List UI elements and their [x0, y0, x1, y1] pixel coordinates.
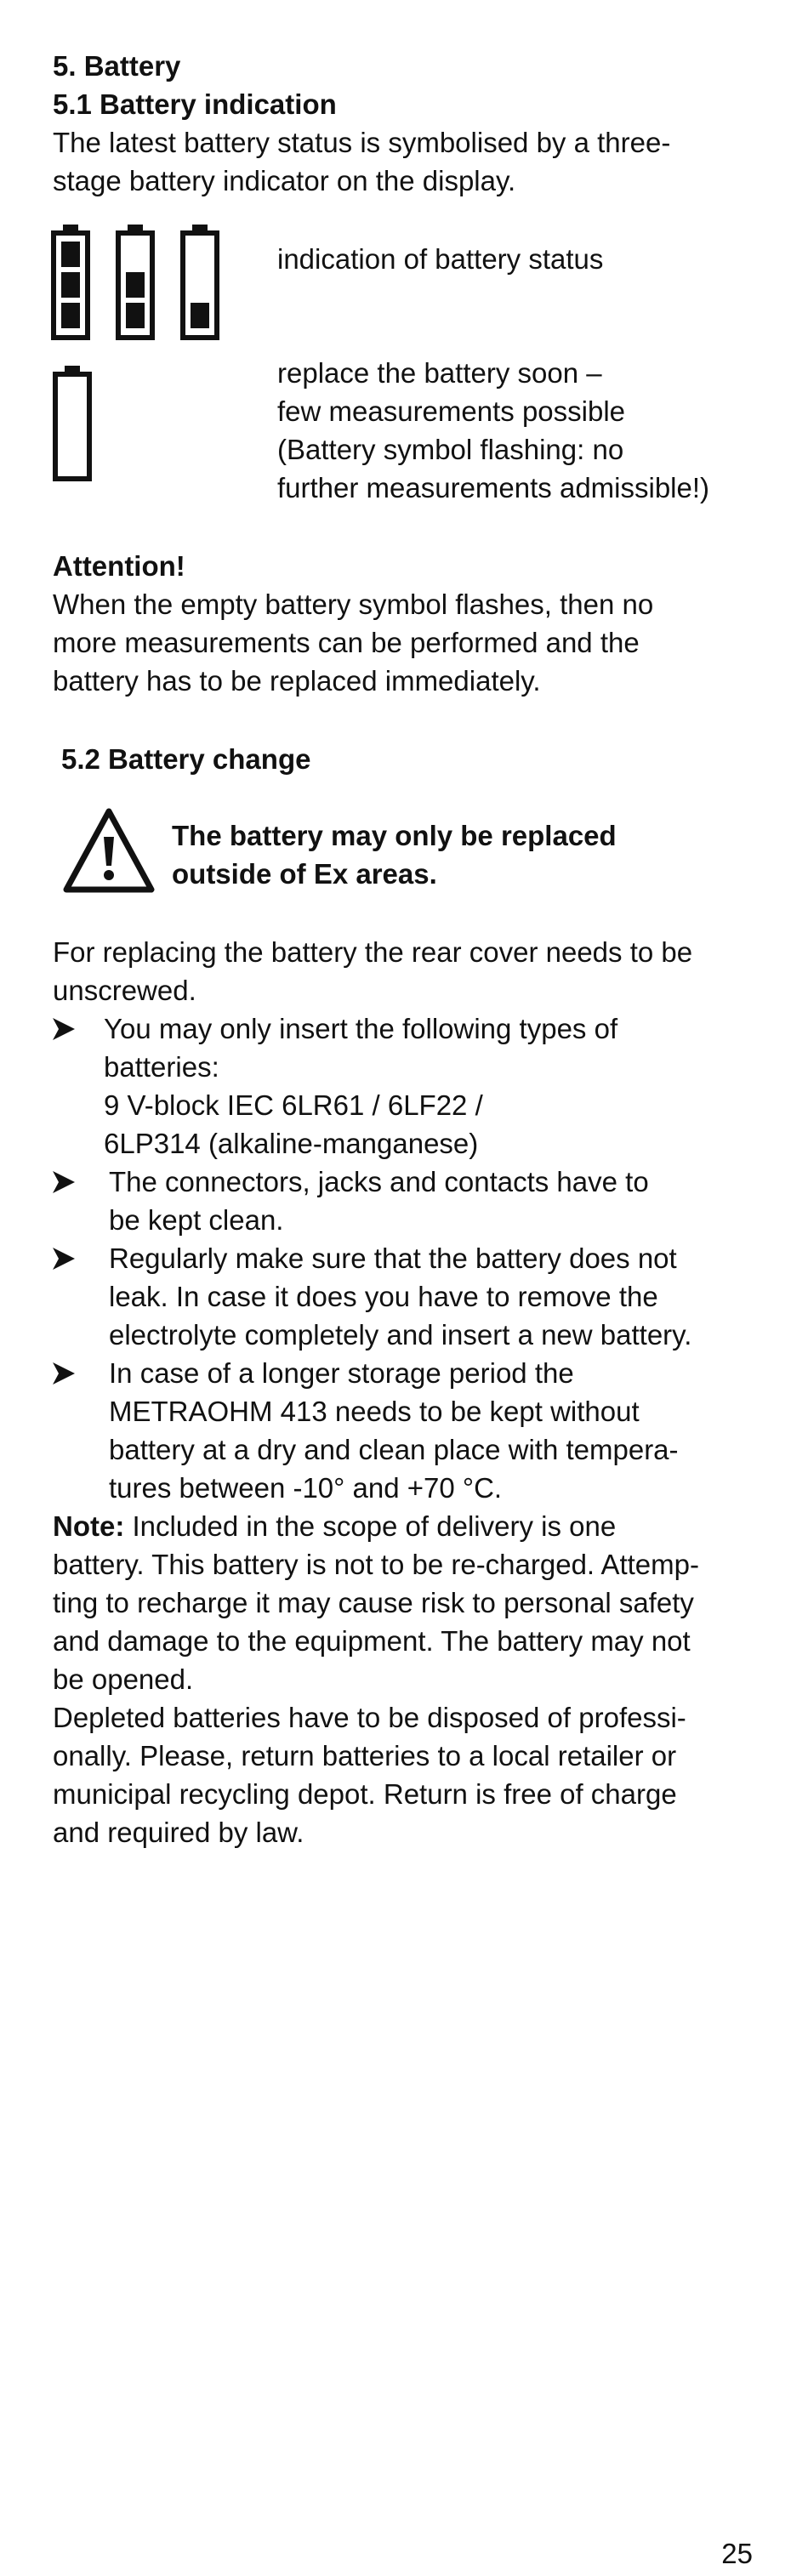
disposal-line: Depleted batteries have to be disposed of professi-: [53, 1702, 686, 1733]
battery-empty-icon: [53, 364, 95, 481]
subsection-heading-battery-indication: 5.1 Battery indication: [53, 88, 337, 120]
replace-soon-line: replace the battery soon –: [277, 357, 602, 389]
note-label: Note:: [53, 1510, 125, 1542]
bullet-line: METRAOHM 413 needs to be kept without: [109, 1396, 640, 1427]
section-heading: 5. Battery: [53, 50, 181, 82]
bullet-line: batteries:: [104, 1051, 219, 1083]
bullet-line: electrolyte completely and insert a new battery.: [109, 1319, 692, 1351]
intro-line: stage battery indicator on the display.: [53, 165, 516, 196]
battery-status-label: indication of battery status: [277, 243, 604, 275]
bullet-line: Regularly make sure that the battery does not: [109, 1243, 677, 1274]
replace-soon-line: further measurements admissible!): [277, 472, 710, 503]
bullet-line: You may only insert the following types of: [104, 1013, 618, 1044]
bullet-arrow-icon: [49, 1015, 78, 1043]
disposal-line: onally. Please, return batteries to a local retailer or: [53, 1740, 677, 1771]
note-line: be opened.: [53, 1663, 194, 1695]
note-text: Included in the scope of delivery is one: [124, 1510, 617, 1542]
attention-title: Attention!: [53, 550, 185, 582]
disposal-line: and required by law.: [53, 1817, 304, 1848]
bullet-line: In case of a longer storage period the: [109, 1357, 574, 1389]
note-line: and damage to the equipment. The battery may not: [53, 1625, 691, 1657]
battery-full-icon: [51, 223, 230, 340]
replace-intro-line: For replacing the battery the rear cover needs to be: [53, 936, 693, 968]
subsection-heading-battery-change: 5.2 Battery change: [61, 743, 311, 775]
bullet-line: battery at a dry and clean place with tempera-: [109, 1434, 679, 1465]
attention-line: When the empty battery symbol flashes, then no: [53, 589, 654, 620]
warning-line: outside of Ex areas.: [172, 858, 437, 890]
bullet-line: be kept clean.: [109, 1204, 284, 1236]
intro-line: The latest battery status is symbolised by a three-: [53, 127, 671, 158]
warning-triangle-icon: [61, 806, 156, 895]
replace-soon-line: few measurements possible: [277, 395, 626, 427]
bullet-line: 9 V-block IEC 6LR61 / 6LF22 /: [104, 1089, 483, 1121]
warning-line: The battery may only be replaced: [172, 820, 617, 851]
page-number: 25: [721, 2538, 753, 2569]
replace-soon-line: (Battery symbol flashing: no: [277, 434, 624, 465]
bullet-line: The connectors, jacks and contacts have to: [109, 1166, 649, 1197]
bullet-line: leak. In case it does you have to remove the: [109, 1281, 658, 1312]
bullet-arrow-icon: [49, 1168, 78, 1197]
bullet-arrow-icon: [49, 1359, 78, 1388]
bullet-line: tures between -10° and +70 °C.: [109, 1472, 503, 1504]
disposal-line: municipal recycling depot. Return is free of charge: [53, 1778, 677, 1810]
attention-line: more measurements can be performed and the: [53, 627, 640, 658]
note-line: ting to recharge it may cause risk to personal safety: [53, 1587, 694, 1618]
replace-intro-line: unscrewed.: [53, 975, 196, 1006]
note-line: battery. This battery is not to be re-charged. Attemp-: [53, 1549, 699, 1580]
bullet-line: 6LP314 (alkaline-manganese): [104, 1128, 479, 1159]
note-line-first: [53, 1507, 616, 1545]
attention-line: battery has to be replaced immediately.: [53, 665, 541, 697]
bullet-arrow-icon: [49, 1244, 78, 1273]
